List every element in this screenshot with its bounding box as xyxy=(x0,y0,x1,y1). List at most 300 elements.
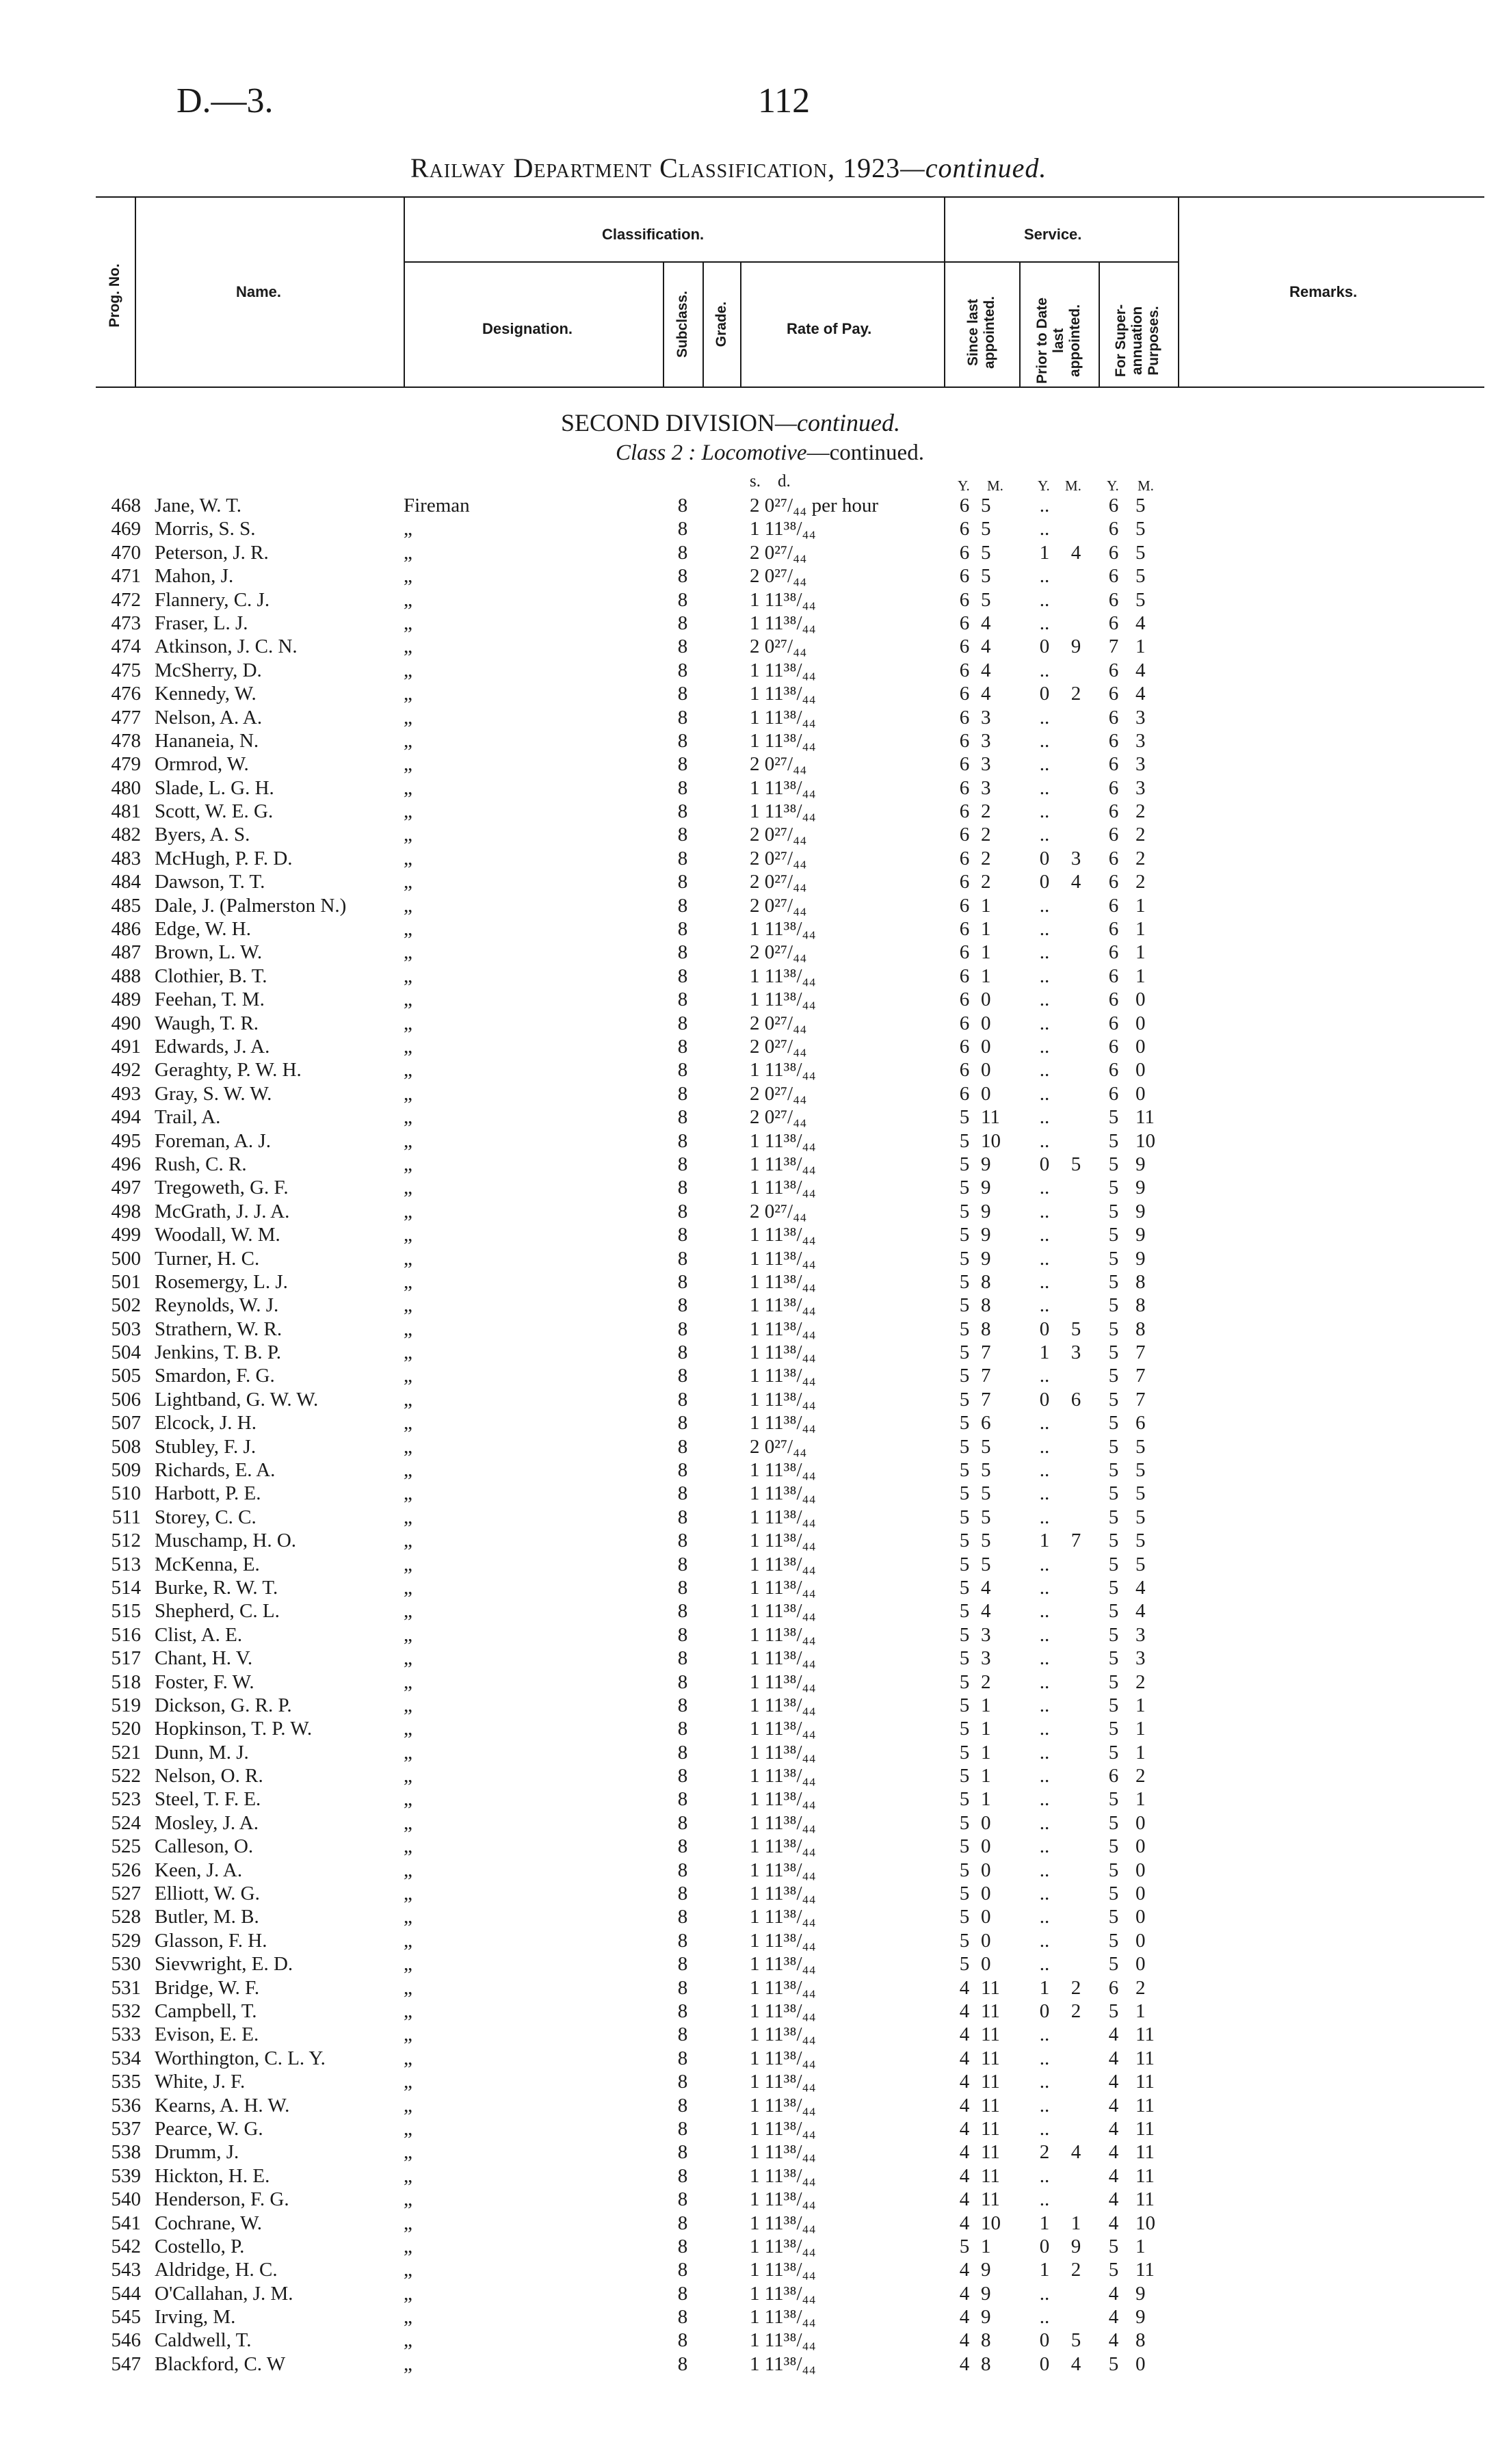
rate-of-pay-cell: 1 11³⁸/₄₄ xyxy=(750,1224,816,1246)
since-last-years-cell: 5 xyxy=(959,1129,970,1152)
superannuation-years-cell: 5 xyxy=(1108,1106,1119,1129)
prog-no-cell: 506 xyxy=(111,1388,141,1411)
col-header-remarks: Remarks. xyxy=(1289,283,1358,300)
prior-years-cell: 1 xyxy=(1039,1341,1050,1364)
col-divider xyxy=(663,261,664,388)
name-cell: Fraser, L. J. xyxy=(155,612,248,634)
superannuation-years-cell: 5 xyxy=(1108,1553,1119,1575)
prog-no-cell: 481 xyxy=(111,800,141,823)
table-row xyxy=(0,564,1511,588)
rate-of-pay-cell: 1 11³⁸/₄₄ xyxy=(750,659,816,681)
name-cell: Henderson, F. G. xyxy=(155,2188,289,2211)
prog-no-cell: 494 xyxy=(111,1106,141,1129)
name-cell: Glasson, F. H. xyxy=(155,1929,267,1952)
superannuation-months-cell: 5 xyxy=(1135,588,1146,611)
page-title xyxy=(410,152,1047,184)
table-row xyxy=(0,494,1511,517)
since-last-months-cell: 9 xyxy=(981,1177,991,1199)
subclass-cell: 8 xyxy=(677,965,688,987)
since-last-years-cell: 6 xyxy=(959,588,970,611)
superannuation-months-cell: 8 xyxy=(1135,1294,1146,1317)
since-last-years-cell: 5 xyxy=(959,1106,970,1129)
since-last-years-cell: 5 xyxy=(959,1718,970,1740)
since-last-years-cell: 5 xyxy=(959,1459,970,1482)
since-last-years-cell: 6 xyxy=(959,1082,970,1105)
superannuation-months-cell: 9 xyxy=(1135,2282,1146,2305)
prog-no-cell: 492 xyxy=(111,1059,141,1082)
since-last-years-cell: 6 xyxy=(959,659,970,681)
since-last-months-cell: 3 xyxy=(981,1647,991,1670)
name-cell: Kennedy, W. xyxy=(155,683,257,705)
prior-years-cell: .. xyxy=(1039,495,1050,516)
prior-months-cell: 5 xyxy=(1070,1318,1081,1340)
designation-cell: Fireman xyxy=(404,495,470,516)
superannuation-months-cell: 11 xyxy=(1135,2259,1155,2281)
rate-of-pay-cell: 1 11³⁸/₄₄ xyxy=(750,2094,816,2116)
designation-cell: „ xyxy=(404,1530,412,1552)
prog-no-cell: 486 xyxy=(111,918,141,941)
designation-cell: „ xyxy=(404,1576,412,1599)
prior-years-cell: .. xyxy=(1039,941,1050,964)
superannuation-months-cell: 5 xyxy=(1135,565,1146,588)
prog-no-cell: 472 xyxy=(111,588,141,611)
rate-of-pay-cell: 1 11³⁸/₄₄ xyxy=(750,2212,816,2234)
subclass-cell: 8 xyxy=(677,1294,688,1317)
table-row xyxy=(0,1058,1511,1082)
prog-no-cell: 516 xyxy=(111,1623,141,1646)
superannuation-months-cell: 4 xyxy=(1135,683,1146,705)
name-cell: Woodall, W. M. xyxy=(155,1224,280,1246)
name-cell: Jane, W. T. xyxy=(155,495,242,516)
name-cell: Nelson, A. A. xyxy=(155,706,263,729)
designation-cell: „ xyxy=(404,1811,412,1834)
rate-of-pay-cell: 1 11³⁸/₄₄ xyxy=(750,1788,816,1811)
col-divider xyxy=(1099,261,1100,388)
prior-years-cell: .. xyxy=(1039,1765,1050,1787)
since-last-months-cell: 9 xyxy=(981,1247,991,1270)
header-bottom-rule xyxy=(96,386,1484,388)
rate-of-pay-cell: 1 11³⁸/₄₄ xyxy=(750,1247,816,1270)
designation-cell: „ xyxy=(404,918,412,941)
prior-years-cell: 0 xyxy=(1039,1318,1050,1340)
table-row xyxy=(0,941,1511,964)
superannuation-years-cell: 4 xyxy=(1108,2023,1119,2046)
prog-no-cell: 491 xyxy=(111,1035,141,1058)
prog-no-cell: 544 xyxy=(111,2282,141,2305)
name-cell: Morris, S. S. xyxy=(155,518,256,540)
since-last-years-cell: 5 xyxy=(959,1247,970,1270)
superannuation-years-cell: 6 xyxy=(1108,1765,1119,1787)
prog-no-cell: 482 xyxy=(111,824,141,846)
rate-of-pay-cell: 2 0²⁷/₄₄ xyxy=(750,941,807,964)
since-last-years-cell: 6 xyxy=(959,871,970,893)
prog-no-cell: 513 xyxy=(111,1553,141,1575)
subclass-cell: 8 xyxy=(677,2188,688,2211)
superannuation-months-cell: 3 xyxy=(1135,706,1146,729)
prior-years-cell: 1 xyxy=(1039,1976,1050,1999)
table-row xyxy=(0,1811,1511,1835)
table-row xyxy=(0,706,1511,729)
subclass-cell: 8 xyxy=(677,1177,688,1199)
since-last-months-cell: 8 xyxy=(981,1270,991,1293)
superannuation-years-cell: 6 xyxy=(1108,706,1119,729)
prior-years-cell: 0 xyxy=(1039,2000,1050,2022)
prog-no-cell: 504 xyxy=(111,1341,141,1364)
prog-no-cell: 474 xyxy=(111,635,141,658)
superannuation-years-cell: 4 xyxy=(1108,2188,1119,2211)
designation-cell: „ xyxy=(404,2212,412,2234)
rate-of-pay-cell: 1 11³⁸/₄₄ xyxy=(750,1129,816,1152)
subclass-cell: 8 xyxy=(677,2071,688,2093)
superannuation-months-cell: 5 xyxy=(1135,1482,1146,1505)
subclass-cell: 8 xyxy=(677,2212,688,2234)
since-last-months-cell: 9 xyxy=(981,2306,991,2329)
table-row xyxy=(0,1411,1511,1434)
superannuation-years-cell: 4 xyxy=(1108,2164,1119,2187)
since-last-months-cell: 1 xyxy=(981,2235,991,2257)
since-last-years-cell: 6 xyxy=(959,683,970,705)
since-last-years-cell: 5 xyxy=(959,1530,970,1552)
since-last-months-cell: 1 xyxy=(981,941,991,964)
designation-cell: „ xyxy=(404,1835,412,1858)
table-row xyxy=(0,2329,1511,2352)
subclass-cell: 8 xyxy=(677,941,688,964)
col-divider xyxy=(944,196,945,388)
name-cell: Edge, W. H. xyxy=(155,918,251,941)
name-cell: Dickson, G. R. P. xyxy=(155,1694,292,1716)
prog-no-cell: 483 xyxy=(111,847,141,869)
superannuation-years-cell: 5 xyxy=(1108,1270,1119,1293)
superannuation-months-cell: 0 xyxy=(1135,1953,1146,1976)
rate-of-pay-cell: 1 11³⁸/₄₄ xyxy=(750,1859,816,1881)
name-cell: Rosemergy, L. J. xyxy=(155,1270,288,1293)
rate-of-pay-cell: 1 11³⁸/₄₄ xyxy=(750,1835,816,1858)
since-last-months-cell: 0 xyxy=(981,988,991,1011)
since-last-years-cell: 4 xyxy=(959,2188,970,2211)
superannuation-years-cell: 5 xyxy=(1108,1811,1119,1834)
prior-years-cell: .. xyxy=(1039,776,1050,799)
rate-of-pay-cell: 1 11³⁸/₄₄ xyxy=(750,2000,816,2022)
name-cell: Tregoweth, G. F. xyxy=(155,1177,289,1199)
table-row xyxy=(0,1294,1511,1317)
subclass-cell: 8 xyxy=(677,1388,688,1411)
name-cell: Clothier, B. T. xyxy=(155,965,267,987)
prior-years-cell: .. xyxy=(1039,1576,1050,1599)
rate-of-pay-cell: 1 11³⁸/₄₄ xyxy=(750,2141,816,2164)
name-cell: McGrath, J. J. A. xyxy=(155,1200,290,1222)
rate-of-pay-cell: 1 11³⁸/₄₄ xyxy=(750,1059,816,1082)
superannuation-months-cell: 2 xyxy=(1135,1976,1146,1999)
superannuation-months-cell: 11 xyxy=(1135,2141,1155,2164)
superannuation-years-cell: 6 xyxy=(1108,518,1119,540)
since-last-months-cell: 9 xyxy=(981,2282,991,2305)
prior-years-cell: .. xyxy=(1039,1859,1050,1881)
prog-no-cell: 498 xyxy=(111,1200,141,1222)
rate-of-pay-cell: 2 0²⁷/₄₄ xyxy=(750,1012,807,1034)
since-last-months-cell: 5 xyxy=(981,1482,991,1505)
rate-of-pay-cell: 1 11³⁸/₄₄ xyxy=(750,918,816,941)
since-last-years-cell: 6 xyxy=(959,800,970,823)
name-cell: Evison, E. E. xyxy=(155,2023,259,2046)
since-last-months-cell: 11 xyxy=(981,2141,1000,2164)
name-cell: Hopkinson, T. P. W. xyxy=(155,1718,313,1740)
subclass-cell: 8 xyxy=(677,1811,688,1834)
since-last-months-cell: 11 xyxy=(981,2117,1000,2140)
prog-no-cell: 480 xyxy=(111,776,141,799)
rate-of-pay-cell: 1 11³⁸/₄₄ xyxy=(750,1553,816,1575)
prog-no-cell: 527 xyxy=(111,1883,141,1905)
subclass-cell: 8 xyxy=(677,1859,688,1881)
subclass-cell: 8 xyxy=(677,588,688,611)
since-last-months-cell: 6 xyxy=(981,1412,991,1434)
prog-no-cell: 526 xyxy=(111,1859,141,1881)
name-cell: Butler, M. B. xyxy=(155,1906,259,1928)
designation-cell: „ xyxy=(404,1059,412,1082)
designation-cell: „ xyxy=(404,1177,412,1199)
rate-of-pay-cell: 1 11³⁸/₄₄ xyxy=(750,1177,816,1199)
prog-no-cell: 493 xyxy=(111,1082,141,1105)
superannuation-months-cell: 9 xyxy=(1135,1153,1146,1175)
name-cell: Jenkins, T. B. P. xyxy=(155,1341,282,1364)
superannuation-years-cell: 7 xyxy=(1108,635,1119,658)
prior-years-cell: .. xyxy=(1039,1082,1050,1105)
superannuation-years-cell: 4 xyxy=(1108,2329,1119,2352)
since-last-years-cell: 5 xyxy=(959,1623,970,1646)
since-last-months-cell: 11 xyxy=(981,2047,1000,2069)
prog-no-cell: 473 xyxy=(111,612,141,634)
prior-years-cell: .. xyxy=(1039,565,1050,588)
designation-cell: „ xyxy=(404,1388,412,1411)
prior-years-cell: 0 xyxy=(1039,871,1050,893)
name-cell: Foster, F. W. xyxy=(155,1670,254,1693)
since-last-years-cell: 4 xyxy=(959,2212,970,2234)
prog-no-cell: 510 xyxy=(111,1482,141,1505)
subclass-cell: 8 xyxy=(677,518,688,540)
since-last-years-cell: 5 xyxy=(959,1341,970,1364)
designation-cell: „ xyxy=(404,1765,412,1787)
superannuation-years-cell: 4 xyxy=(1108,2306,1119,2329)
table-row xyxy=(0,965,1511,988)
subclass-cell: 8 xyxy=(677,706,688,729)
rate-of-pay-cell: 1 11³⁸/₄₄ xyxy=(750,2164,816,2187)
prog-no-cell: 512 xyxy=(111,1530,141,1552)
superannuation-years-cell: 6 xyxy=(1108,588,1119,611)
designation-cell: „ xyxy=(404,1553,412,1575)
since-last-months-cell: 4 xyxy=(981,1600,991,1623)
superannuation-months-cell: 11 xyxy=(1135,2071,1155,2093)
unit-shillings: s. xyxy=(750,472,761,490)
name-cell: Bridge, W. F. xyxy=(155,1976,260,1999)
designation-cell: „ xyxy=(404,1741,412,1764)
name-cell: White, J. F. xyxy=(155,2071,246,2093)
table-row xyxy=(0,2140,1511,2164)
prior-years-cell: .. xyxy=(1039,1129,1050,1152)
designation-cell: „ xyxy=(404,729,412,752)
superannuation-months-cell: 9 xyxy=(1135,1247,1146,1270)
superannuation-years-cell: 5 xyxy=(1108,1435,1119,1458)
superannuation-years-cell: 4 xyxy=(1108,2047,1119,2069)
since-last-months-cell: 2 xyxy=(981,847,991,869)
subclass-cell: 8 xyxy=(677,1718,688,1740)
subclass-cell: 8 xyxy=(677,2235,688,2257)
designation-cell: „ xyxy=(404,2306,412,2329)
name-cell: Blackford, C. W xyxy=(155,2352,286,2375)
superannuation-months-cell: 9 xyxy=(1135,1177,1146,1199)
since-last-years-cell: 5 xyxy=(959,1741,970,1764)
subclass-cell: 8 xyxy=(677,1459,688,1482)
superannuation-years-cell: 5 xyxy=(1108,1365,1119,1387)
name-cell: Chant, H. V. xyxy=(155,1647,253,1670)
superannuation-years-cell: 4 xyxy=(1108,2071,1119,2093)
prior-years-cell: 1 xyxy=(1039,1530,1050,1552)
table-row xyxy=(0,2023,1511,2046)
rate-of-pay-cell: 1 11³⁸/₄₄ xyxy=(750,1365,816,1387)
since-last-months-cell: 8 xyxy=(981,1318,991,1340)
subclass-cell: 8 xyxy=(677,1506,688,1528)
prior-years-cell: .. xyxy=(1039,894,1050,917)
superannuation-years-cell: 6 xyxy=(1108,941,1119,964)
class-label: Class 2 : xyxy=(616,441,696,465)
prior-years-cell: .. xyxy=(1039,659,1050,681)
designation-cell: „ xyxy=(404,1600,412,1623)
since-last-months-cell: 9 xyxy=(981,1153,991,1175)
service-rule xyxy=(944,261,1179,263)
name-cell: Trail, A. xyxy=(155,1106,221,1129)
since-last-years-cell: 5 xyxy=(959,1553,970,1575)
prog-no-cell: 514 xyxy=(111,1576,141,1599)
prog-no-cell: 488 xyxy=(111,965,141,987)
prior-months-cell: 6 xyxy=(1070,1388,1081,1411)
name-cell: Waugh, T. R. xyxy=(155,1012,259,1034)
prog-no-cell: 535 xyxy=(111,2071,141,2093)
since-last-months-cell: 5 xyxy=(981,1435,991,1458)
since-last-months-cell: 0 xyxy=(981,1811,991,1834)
rate-of-pay-cell: 1 11³⁸/₄₄ xyxy=(750,776,816,799)
since-last-years-cell: 6 xyxy=(959,894,970,917)
since-last-years-cell: 6 xyxy=(959,612,970,634)
name-cell: Ormrod, W. xyxy=(155,753,249,776)
since-last-months-cell: 11 xyxy=(981,2000,1000,2022)
subclass-cell: 8 xyxy=(677,1765,688,1787)
prog-no-cell: 497 xyxy=(111,1177,141,1199)
designation-cell: „ xyxy=(404,1506,412,1528)
rate-of-pay-cell: 2 0²⁷/₄₄ xyxy=(750,565,807,588)
name-cell: Storey, C. C. xyxy=(155,1506,257,1528)
superannuation-months-cell: 0 xyxy=(1135,1811,1146,1834)
since-last-months-cell: 5 xyxy=(981,518,991,540)
designation-cell: „ xyxy=(404,1647,412,1670)
since-last-months-cell: 0 xyxy=(981,1883,991,1905)
superannuation-months-cell: 9 xyxy=(1135,2306,1146,2329)
superannuation-months-cell: 1 xyxy=(1135,1788,1146,1811)
name-cell: McKenna, E. xyxy=(155,1553,260,1575)
designation-cell: „ xyxy=(404,1153,412,1175)
name-cell: Turner, H. C. xyxy=(155,1247,260,1270)
rate-of-pay-cell: 1 11³⁸/₄₄ xyxy=(750,1694,816,1716)
name-cell: Hickton, H. E. xyxy=(155,2164,270,2187)
subclass-cell: 8 xyxy=(677,2329,688,2352)
table-row xyxy=(0,2070,1511,2093)
prog-no-cell: 524 xyxy=(111,1811,141,1834)
name-cell: Byers, A. S. xyxy=(155,824,250,846)
subclass-cell: 8 xyxy=(677,1247,688,1270)
prog-no-cell: 523 xyxy=(111,1788,141,1811)
since-last-years-cell: 5 xyxy=(959,1435,970,1458)
prior-years-cell: .. xyxy=(1039,800,1050,823)
rate-of-pay-cell: 1 11³⁸/₄₄ xyxy=(750,2235,816,2257)
table-row xyxy=(0,2212,1511,2235)
rate-of-pay-cell: 1 11³⁸/₄₄ xyxy=(750,729,816,752)
superannuation-months-cell: 7 xyxy=(1135,1365,1146,1387)
designation-cell: „ xyxy=(404,1341,412,1364)
name-cell: Shepherd, C. L. xyxy=(155,1600,280,1623)
rate-of-pay-cell: 1 11³⁸/₄₄ xyxy=(750,1341,816,1364)
superannuation-months-cell: 4 xyxy=(1135,612,1146,634)
since-last-months-cell: 9 xyxy=(981,2259,991,2281)
rate-of-pay-cell: 1 11³⁸/₄₄ xyxy=(750,1412,816,1434)
prior-years-cell: .. xyxy=(1039,1788,1050,1811)
subclass-cell: 8 xyxy=(677,1012,688,1034)
designation-cell: „ xyxy=(404,2117,412,2140)
prog-no-cell: 471 xyxy=(111,565,141,588)
col-header-subclass: Subclass. xyxy=(674,290,690,358)
superannuation-years-cell: 5 xyxy=(1108,1835,1119,1858)
subclass-cell: 8 xyxy=(677,894,688,917)
rate-of-pay-cell: 1 11³⁸/₄₄ xyxy=(750,1976,816,1999)
designation-cell: „ xyxy=(404,2141,412,2164)
since-last-months-cell: 0 xyxy=(981,1082,991,1105)
superannuation-years-cell: 6 xyxy=(1108,612,1119,634)
since-last-years-cell: 6 xyxy=(959,753,970,776)
since-last-months-cell: 9 xyxy=(981,1200,991,1222)
subclass-cell: 8 xyxy=(677,541,688,564)
prog-no-cell: 519 xyxy=(111,1694,141,1716)
superannuation-months-cell: 1 xyxy=(1135,1694,1146,1716)
since-last-years-cell: 4 xyxy=(959,2259,970,2281)
subclass-cell: 8 xyxy=(677,2141,688,2164)
prior-years-cell: .. xyxy=(1039,988,1050,1011)
since-last-months-cell: 2 xyxy=(981,871,991,893)
class-heading xyxy=(616,441,924,466)
superannuation-months-cell: 7 xyxy=(1135,1388,1146,1411)
since-last-months-cell: 1 xyxy=(981,1788,991,1811)
prior-months-cell: 3 xyxy=(1070,1341,1081,1364)
superannuation-years-cell: 5 xyxy=(1108,1530,1119,1552)
designation-cell: „ xyxy=(404,2259,412,2281)
prog-no-cell: 475 xyxy=(111,659,141,681)
subclass-cell: 8 xyxy=(677,2023,688,2046)
superannuation-months-cell: 11 xyxy=(1135,2188,1155,2211)
superannuation-months-cell: 9 xyxy=(1135,1224,1146,1246)
rate-of-pay-cell: 1 11³⁸/₄₄ xyxy=(750,1883,816,1905)
since-last-years-cell: 6 xyxy=(959,706,970,729)
superannuation-years-cell: 5 xyxy=(1108,1906,1119,1928)
rate-of-pay-cell: 1 11³⁸/₄₄ xyxy=(750,2282,816,2305)
prior-years-cell: .. xyxy=(1039,918,1050,941)
since-last-years-cell: 5 xyxy=(959,1177,970,1199)
prog-no-cell: 547 xyxy=(111,2352,141,2375)
table-row xyxy=(0,2258,1511,2281)
superannuation-months-cell: 3 xyxy=(1135,1623,1146,1646)
superannuation-years-cell: 6 xyxy=(1108,800,1119,823)
superannuation-years-cell: 4 xyxy=(1108,2282,1119,2305)
prior-years-cell: .. xyxy=(1039,612,1050,634)
since-last-years-cell: 5 xyxy=(959,1765,970,1787)
prog-no-cell: 489 xyxy=(111,988,141,1011)
name-cell: Scott, W. E. G. xyxy=(155,800,274,823)
name-cell: Dale, J. (Palmerston N.) xyxy=(155,894,347,917)
prior-years-cell: .. xyxy=(1039,1647,1050,1670)
